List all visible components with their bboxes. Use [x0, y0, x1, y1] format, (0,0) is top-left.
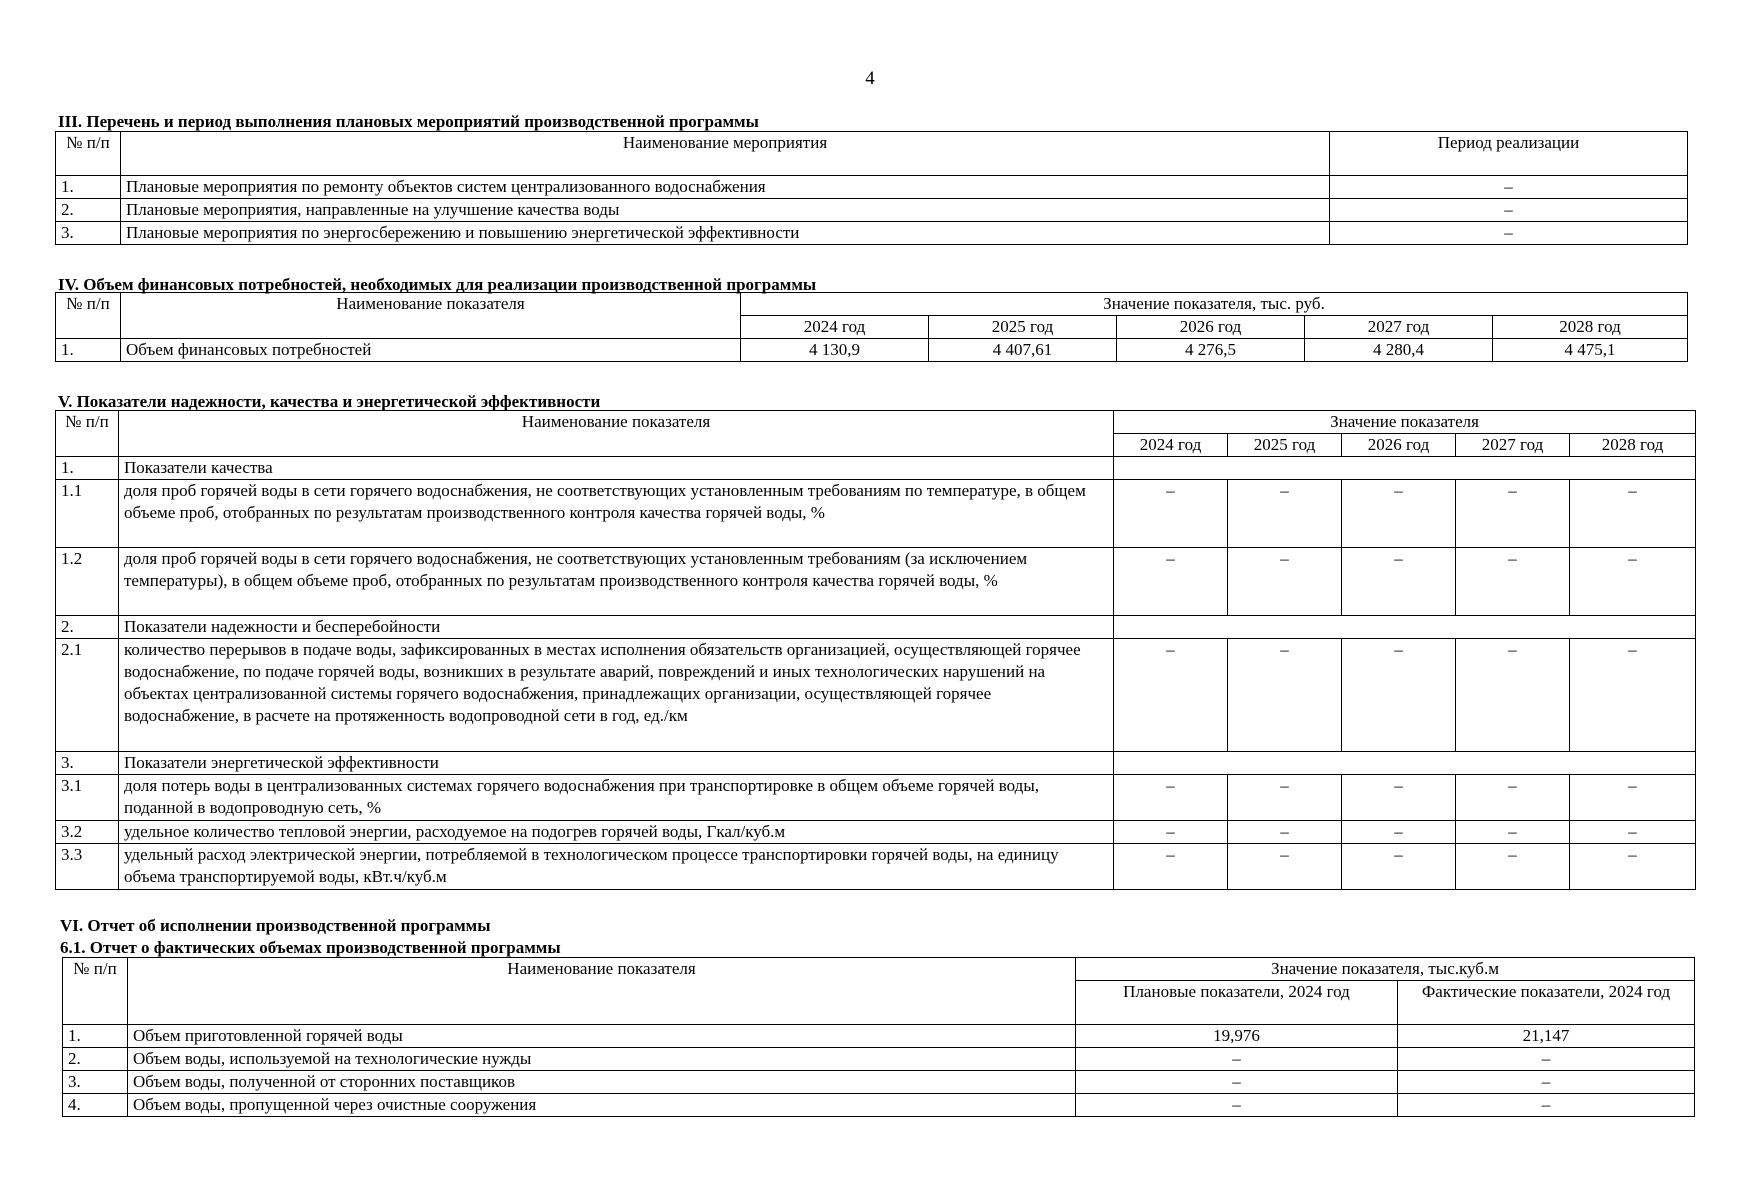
row-name: доля проб горячей воды в сети горячего водоснабжения, не соответствующих установленным требованиям по температуре, в общем объеме проб, отобранных по результатам производственного контроля качества горячей воды, % [119, 480, 1114, 548]
row-number: 1. [63, 1025, 128, 1048]
header-value: Значение показателя, тыс. руб. [741, 293, 1688, 316]
row-fact: – [1398, 1071, 1695, 1094]
row-value: – [1114, 480, 1228, 548]
table-row [56, 176, 1688, 199]
page-number: 4 [865, 68, 875, 89]
header-year: 2026 год [1342, 434, 1456, 457]
row-value: – [1114, 775, 1228, 821]
header-activity-name: Наименование мероприятия [121, 132, 1330, 176]
header-year: 2024 год [741, 316, 929, 339]
row-value: – [1114, 844, 1228, 890]
table-row [56, 199, 1688, 222]
row-value: – [1228, 548, 1342, 616]
table-row [56, 457, 1696, 480]
row-value: – [1456, 480, 1570, 548]
section-3-table [55, 131, 1688, 245]
row-value: – [1456, 844, 1570, 890]
row-name: Объем финансовых потребностей [121, 339, 741, 362]
row-value: – [1342, 548, 1456, 616]
header-indicator-name: Наименование показателя [119, 411, 1114, 457]
table-row [63, 1094, 1695, 1117]
table-row [56, 844, 1696, 890]
row-number: 2. [56, 616, 119, 639]
row-value: – [1456, 639, 1570, 752]
row-name: Показатели энергетической эффективности [119, 752, 1114, 775]
row-value: – [1228, 480, 1342, 548]
row-value: – [1570, 821, 1696, 844]
table-row [63, 1025, 1695, 1048]
row-value: – [1456, 821, 1570, 844]
header-number: № п/п [56, 293, 121, 339]
row-number: 3.3 [56, 844, 119, 890]
row-value: – [1570, 639, 1696, 752]
header-plan: Плановые показатели, 2024 год [1076, 981, 1398, 1025]
row-plan: – [1076, 1094, 1398, 1117]
row-value: 4 475,1 [1493, 339, 1688, 362]
row-value: – [1228, 821, 1342, 844]
row-value: – [1228, 775, 1342, 821]
row-name: удельное количество тепловой энергии, расходуемое на подогрев горячей воды, Гкал/куб.м [119, 821, 1114, 844]
row-value: 4 407,61 [929, 339, 1117, 362]
row-value: – [1342, 844, 1456, 890]
row-name: удельный расход электрической энергии, потребляемой в технологическом процессе транспортировки горячей воды, на единицу объема транспортируемой воды, кВт.ч/куб.м [119, 844, 1114, 890]
row-name: Показатели надежности и бесперебойности [119, 616, 1114, 639]
row-value: 4 276,5 [1117, 339, 1305, 362]
row-number: 4. [63, 1094, 128, 1117]
row-name: Объем воды, пропущенной через очистные сооружения [128, 1094, 1076, 1117]
header-indicator-name: Наименование показателя [121, 293, 741, 339]
header-year: 2025 год [929, 316, 1117, 339]
row-value: – [1342, 775, 1456, 821]
row-value: 4 280,4 [1305, 339, 1493, 362]
header-year: 2026 год [1117, 316, 1305, 339]
header-year: 2027 год [1456, 434, 1570, 457]
row-value: – [1342, 821, 1456, 844]
table-row [56, 222, 1688, 245]
row-plan: 19,976 [1076, 1025, 1398, 1048]
header-number: № п/п [56, 132, 121, 176]
header-fact: Фактические показатели, 2024 год [1398, 981, 1695, 1025]
row-name: количество перерывов в подаче воды, зафиксированных в местах исполнения обязательств организацией, осуществляющей горячее водоснабжение, по подаче горячей воды, возникших в результате аварий, повреждений и иных технологических нарушений на объектах централизованной системы горячего водоснабжения, принадлежащих организации, осуществляющей горячее водоснабжение, в расчете на протяженность водопроводной сети в год, ед./км [119, 639, 1114, 752]
row-value: – [1570, 480, 1696, 548]
row-name: Плановые мероприятия по энергосбережению и повышению энергетической эффективности [121, 222, 1330, 245]
row-empty-values [1114, 457, 1696, 480]
row-fact: 21,147 [1398, 1025, 1695, 1048]
table-row [56, 775, 1696, 821]
row-value: – [1570, 844, 1696, 890]
row-plan: – [1076, 1071, 1398, 1094]
row-name: доля потерь воды в централизованных системах горячего водоснабжения при транспортировке в общем объеме горячей воды, поданной в водопроводную сеть, % [119, 775, 1114, 821]
row-empty-values [1114, 752, 1696, 775]
row-number: 3. [56, 222, 121, 245]
row-value: – [1114, 821, 1228, 844]
row-number: 1.1 [56, 480, 119, 548]
row-empty-values [1114, 616, 1696, 639]
header-year: 2024 год [1114, 434, 1228, 457]
row-name: Плановые мероприятия, направленные на улучшение качества воды [121, 199, 1330, 222]
row-value: – [1228, 639, 1342, 752]
row-number: 3.2 [56, 821, 119, 844]
row-value: – [1570, 548, 1696, 616]
row-name: Плановые мероприятия по ремонту объектов систем централизованного водоснабжения [121, 176, 1330, 199]
header-year: 2027 год [1305, 316, 1493, 339]
header-number: № п/п [63, 958, 128, 1025]
table-row [56, 752, 1696, 775]
row-value: – [1570, 775, 1696, 821]
row-value: 4 130,9 [741, 339, 929, 362]
row-number: 1.2 [56, 548, 119, 616]
row-number: 2. [56, 199, 121, 222]
table-row [56, 639, 1696, 752]
row-name: Объем приготовленной горячей воды [128, 1025, 1076, 1048]
header-year: 2028 год [1493, 316, 1688, 339]
row-fact: – [1398, 1048, 1695, 1071]
row-period: – [1330, 176, 1688, 199]
header-year: 2025 год [1228, 434, 1342, 457]
row-number: 3. [56, 752, 119, 775]
row-number: 2.1 [56, 639, 119, 752]
header-year: 2028 год [1570, 434, 1696, 457]
section-4-table [55, 292, 1688, 362]
row-number: 1. [56, 457, 119, 480]
section-4-title: IV. Объем финансовых потребностей, необходимых для реализации производственной программы [58, 275, 817, 294]
row-number: 3.1 [56, 775, 119, 821]
row-name: Объем воды, полученной от сторонних поставщиков [128, 1071, 1076, 1094]
row-value: – [1114, 639, 1228, 752]
section-6-1-title: 6.1. Отчет о фактических объемах производственной программы [60, 938, 561, 957]
row-value: – [1342, 639, 1456, 752]
row-value: – [1228, 844, 1342, 890]
section-5-table [55, 410, 1696, 890]
row-name: Показатели качества [119, 457, 1114, 480]
section-6-title: VI. Отчет об исполнении производственной программы [60, 916, 491, 935]
row-plan: – [1076, 1048, 1398, 1071]
table-row [56, 616, 1696, 639]
table-row [56, 821, 1696, 844]
header-indicator-name: Наименование показателя [128, 958, 1076, 1025]
header-value: Значение показателя [1114, 411, 1696, 434]
section-6-table [62, 957, 1695, 1117]
row-number: 1. [56, 176, 121, 199]
row-value: – [1114, 548, 1228, 616]
header-value: Значение показателя, тыс.куб.м [1076, 958, 1695, 981]
table-row [56, 548, 1696, 616]
row-fact: – [1398, 1094, 1695, 1117]
row-period: – [1330, 199, 1688, 222]
row-value: – [1342, 480, 1456, 548]
row-number: 1. [56, 339, 121, 362]
table-row [56, 339, 1688, 362]
row-name: Объем воды, используемой на технологические нужды [128, 1048, 1076, 1071]
section-3-title: III. Перечень и период выполнения плановых мероприятий производственной программы [58, 112, 759, 131]
header-period: Период реализации [1330, 132, 1688, 176]
section-5-title: V. Показатели надежности, качества и энергетической эффективности [58, 392, 601, 411]
table-row [63, 1071, 1695, 1094]
header-number: № п/п [56, 411, 119, 457]
row-value: – [1456, 775, 1570, 821]
row-number: 2. [63, 1048, 128, 1071]
row-name: доля проб горячей воды в сети горячего водоснабжения, не соответствующих установленным требованиям (за исключением температуры), в общем объеме проб, отобранных по результатам производственного контроля качества горячей воды, % [119, 548, 1114, 616]
table-row [63, 1048, 1695, 1071]
row-value: – [1456, 548, 1570, 616]
table-row [56, 480, 1696, 548]
row-period: – [1330, 222, 1688, 245]
row-number: 3. [63, 1071, 128, 1094]
